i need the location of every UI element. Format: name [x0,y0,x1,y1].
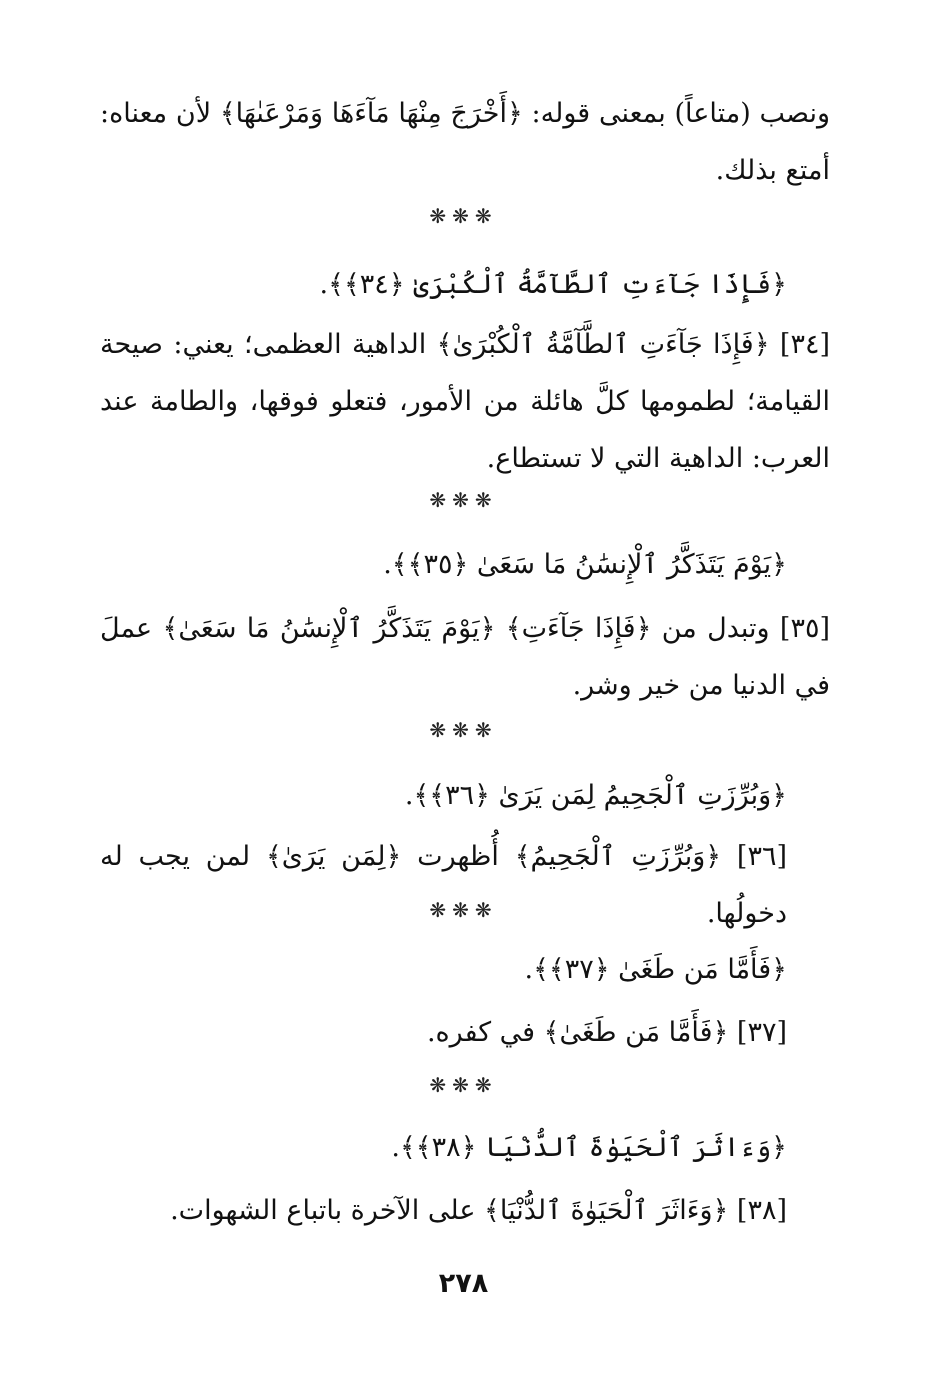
paragraph-intro: ونصب (متاعاً) بمعنى قوله: ﴿أَخْرَجَ مِنْهَا مَآءَهَا وَمَرْعَىٰهَا﴾ لأن معناه: أمتع بذلك. [100,98,830,186]
separator-stars: ❋❋❋ [429,718,498,742]
verse-34: ﴿فَإِذَا جَآءَتِ ٱلطَّآمَّةُ ٱلْكُبْرَىٰ ﴿٣٤﴾﴾. [319,269,787,300]
commentary-36: [٣٦] ﴿وَبُرِّزَتِ ٱلْجَحِيمُ﴾ أُظهرت ﴿لِمَن يَرَىٰ﴾ لمن يجب له دخولُها. [100,841,787,929]
commentary-34: [٣٤] ﴿فَإِذَا جَآءَتِ ٱلطَّآمَّةُ ٱلْكُبْرَىٰ﴾ الداهية العظمى؛ يعني: صيحة القيامة؛ لطمومها كلَّ هائلة من الأمور، فتعلو فوقها، والطامة عند العرب: الداهية التي لا تستطاع. [100,329,830,474]
commentary-35: [٣٥] وتبدل من ﴿فَإِذَا جَآءَتِ﴾ ﴿يَوْمَ يَتَذَكَّرُ ٱلْإِنسَٰنُ مَا سَعَىٰ﴾ عملَ في الدنيا من خير وشر. [100,613,830,701]
commentary-37: [٣٧] ﴿فَأَمَّا مَن طَغَىٰ﴾ في كفره. [426,1017,787,1048]
separator-stars: ❋❋❋ [429,488,498,512]
verse-36: ﴿وَبُرِّزَتِ ٱلْجَحِيمُ لِمَن يَرَىٰ ﴿٣٦﴾﴾. [404,780,787,811]
verse-37: ﴿فَأَمَّا مَن طَغَىٰ ﴿٣٧﴾﴾. [524,954,787,985]
separator-stars: ❋❋❋ [429,898,498,922]
page-number: ٢٧٨ [438,1268,489,1299]
commentary-38: [٣٨] ﴿وَءَاثَرَ ٱلْحَيَوٰةَ ٱلدُّنْيَا﴾ على الآخرة باتباع الشهوات. [170,1195,787,1226]
verse-35: ﴿يَوْمَ يَتَذَكَّرُ ٱلْإِنسَٰنُ مَا سَعَىٰ ﴿٣٥﴾﴾. [383,549,787,580]
separator-stars: ❋❋❋ [429,204,498,228]
separator-stars: ❋❋❋ [429,1073,498,1097]
verse-38: ﴿وَءَاثَرَ ٱلْحَيَوٰةَ ٱلدُّنْيَا ﴿٣٨﴾﴾. [391,1132,787,1163]
